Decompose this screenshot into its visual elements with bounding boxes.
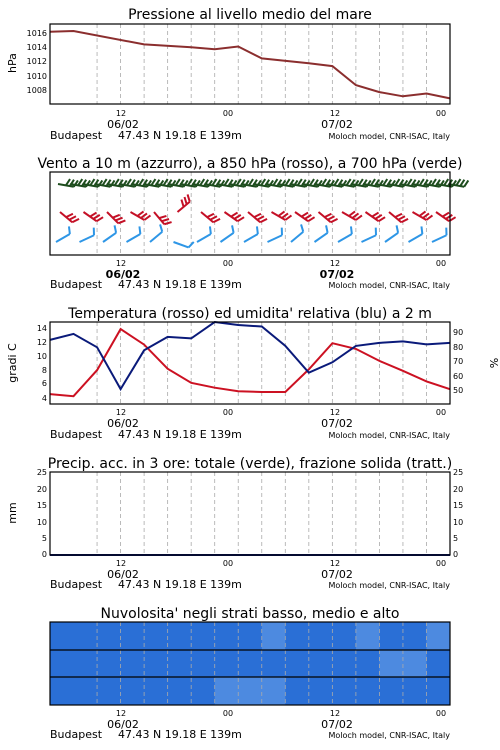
wind-barb-10m <box>359 228 379 242</box>
cloud-cell <box>332 650 356 677</box>
cloud-cell <box>427 622 451 650</box>
barb-staff <box>127 234 141 242</box>
barb-flag <box>464 180 468 187</box>
xtick-label: 00 <box>435 408 447 417</box>
wind-barb-10m <box>146 224 165 242</box>
barb-staff <box>244 234 258 242</box>
xtick-label: 12 <box>329 408 341 417</box>
cloud-cell <box>144 650 168 677</box>
barb-flag <box>394 225 400 232</box>
cloud-cell <box>121 677 145 705</box>
date-label: 07/02 <box>321 718 353 731</box>
barb-flag <box>137 226 143 234</box>
ytick-label-right: 0 <box>453 550 459 559</box>
cloud-cell <box>262 650 286 677</box>
cloud-cell <box>332 622 356 650</box>
cloud-cell <box>238 622 262 650</box>
cloud-cell <box>427 677 451 705</box>
cloud-cell <box>97 650 121 677</box>
wind-barb-850 <box>107 207 125 225</box>
barb-staff <box>56 234 70 242</box>
ytick-label-right: 60 <box>453 372 464 381</box>
location-coords: 47.43 N 19.18 E 139m <box>118 728 242 741</box>
xtick-label: 00 <box>435 109 447 118</box>
ytick-label: 4 <box>41 394 47 403</box>
date-label: 06/02 <box>107 118 139 131</box>
cloud-cell <box>144 677 168 705</box>
cloud-cell <box>191 677 215 705</box>
pressure-title: Pressione al livello medio del mare <box>128 7 372 23</box>
cloud-cell <box>121 622 145 650</box>
wind-barb-10m <box>174 235 194 248</box>
wind-barb-10m <box>99 225 119 242</box>
xtick-label: 12 <box>115 709 127 718</box>
barb-staff <box>409 234 423 242</box>
temperature-series <box>50 322 450 396</box>
wind-barb-10m <box>310 225 330 242</box>
cloud-cell <box>262 622 286 650</box>
barb-staff <box>385 233 398 242</box>
xtick-label: 00 <box>222 559 234 568</box>
cloud-cells <box>50 622 451 705</box>
ytick-label-right: 10 <box>453 518 464 527</box>
cloud-cell <box>238 677 262 705</box>
barb-flag <box>91 228 97 236</box>
xtick-label: 00 <box>222 259 234 268</box>
model-credit: Moloch model, CNR-ISAC, Italy <box>328 731 450 740</box>
cloud-cell <box>215 677 239 705</box>
cloud-cell <box>356 650 380 677</box>
cloud-cell <box>427 650 451 677</box>
barb-flag <box>444 228 450 236</box>
cloud-cell <box>191 622 215 650</box>
ytick-label: 8 <box>41 366 47 375</box>
xtick-label: 12 <box>115 408 127 417</box>
barb-staff <box>268 235 283 242</box>
ytick-label: 0 <box>41 550 47 559</box>
xtick-label: 12 <box>329 259 341 268</box>
cloud-cell <box>50 650 74 677</box>
cloud-cell <box>215 622 239 650</box>
location-coords: 47.43 N 19.18 E 139m <box>118 129 242 142</box>
ytick-label: 1010 <box>26 72 47 81</box>
xtick-label: 12 <box>329 109 341 118</box>
wind-barb-850 <box>84 206 104 223</box>
wind-barb-850 <box>131 206 151 222</box>
pressure-yticks <box>27 29 47 95</box>
temperature-line <box>50 329 450 396</box>
barb-staff <box>315 233 328 242</box>
barb-flag <box>112 225 118 232</box>
precipitation-yticks <box>37 468 47 559</box>
ytick-label: 25 <box>36 468 47 477</box>
cloud-cell <box>309 622 333 650</box>
cloud-cell <box>285 650 309 677</box>
cloud-cell <box>403 622 427 650</box>
cloud-cell <box>50 677 74 705</box>
ytick-label: 6 <box>41 379 47 388</box>
wind-title: Vento a 10 m (azzurro), a 850 hPa (rosso), a 700 hPa (verde) <box>37 156 463 172</box>
wind-panel <box>37 156 468 291</box>
barb-flag <box>419 226 425 234</box>
wind-barb-10m <box>381 225 401 242</box>
xtick-label: 12 <box>115 259 127 268</box>
ytick-label: 15 <box>36 501 47 510</box>
barb-flag <box>279 228 285 236</box>
barb-flag <box>299 224 306 231</box>
cloud-cell <box>74 650 98 677</box>
wind-barb-850 <box>319 207 338 225</box>
precipitation-grid <box>97 472 426 555</box>
pressure-panel <box>6 7 450 142</box>
precipitation-title: Precip. acc. in 3 ore: totale (verde), frazione solida (tratt.) <box>47 456 453 472</box>
barb-staff <box>338 234 352 242</box>
barb-flag <box>373 228 379 236</box>
barb-flag <box>324 225 330 232</box>
xtick-label: 00 <box>222 109 234 118</box>
location-coords: 47.43 N 19.18 E 139m <box>118 278 242 291</box>
wind-barb-850 <box>366 206 386 223</box>
wind-barb-850 <box>342 206 362 222</box>
wind-barb-10m <box>77 228 97 242</box>
precipitation-yticks-right <box>453 468 463 559</box>
cloud-cell <box>191 650 215 677</box>
cloud-cell <box>332 677 356 705</box>
ytick-label: 1008 <box>26 86 47 95</box>
cloud-cell <box>121 650 145 677</box>
cloud-cell <box>168 677 192 705</box>
wind-barb-850 <box>295 206 315 223</box>
barb-flag <box>254 226 260 234</box>
wind-barb-850 <box>201 207 220 225</box>
cloud-cell <box>379 677 403 705</box>
wind-barb-10m <box>194 226 214 242</box>
date-label: 06/02 <box>107 718 139 731</box>
pressure-frame <box>50 24 450 104</box>
temperature-ylabel: gradi C <box>6 343 19 383</box>
wind-barb-850 <box>225 206 245 223</box>
cloud-cell <box>262 677 286 705</box>
precipitation-ylabel: mm <box>6 502 19 524</box>
cloud-cell <box>168 650 192 677</box>
cloud-cell <box>238 650 262 677</box>
wind-barb-10m <box>241 226 261 242</box>
barb-staff <box>291 232 303 242</box>
temperature-title: Temperatura (rosso) ed umidita' relativa (blu) a 2 m <box>68 306 432 322</box>
cloud-cell <box>74 677 98 705</box>
location-name: Budapest <box>50 728 103 741</box>
wind-barb-10m <box>265 228 285 242</box>
humidity-line <box>50 322 450 389</box>
cloud-cell <box>356 677 380 705</box>
cloud-cell <box>403 650 427 677</box>
cloud-cell <box>403 677 427 705</box>
barb-staff <box>174 242 189 247</box>
precipitation-frame <box>50 472 450 555</box>
barb-flag <box>348 226 354 234</box>
wind-barb-10m <box>429 228 449 242</box>
wind-barb-850 <box>389 207 408 225</box>
barb-staff <box>80 235 95 242</box>
wind-barbs <box>53 177 469 248</box>
ytick-label-right: 50 <box>453 386 464 395</box>
wind-barb-850 <box>154 208 172 227</box>
ytick-label: 10 <box>36 518 47 527</box>
ytick-label-right: 25 <box>453 468 464 477</box>
ytick-label: 20 <box>36 485 47 494</box>
barb-staff <box>150 232 162 242</box>
location-coords: 47.43 N 19.18 E 139m <box>118 428 242 441</box>
ytick-label-right: 90 <box>453 328 464 337</box>
ytick-label: 14 <box>36 324 47 333</box>
xtick-label: 00 <box>222 709 234 718</box>
wind-barb-850 <box>272 206 292 222</box>
humidity-yticks <box>453 328 463 395</box>
cloud-cell <box>50 622 74 650</box>
barb-staff <box>103 233 116 242</box>
temperature-xaxis <box>107 408 446 430</box>
xtick-label: 00 <box>435 259 447 268</box>
ytick-label: 12 <box>36 338 47 347</box>
location-name: Budapest <box>50 129 103 142</box>
model-credit: Moloch model, CNR-ISAC, Italy <box>328 431 450 440</box>
barb-flag <box>66 226 72 234</box>
location-name: Budapest <box>50 428 103 441</box>
ytick-label-right: 5 <box>453 534 459 543</box>
cloud-cell <box>309 650 333 677</box>
cloud-cell <box>356 622 380 650</box>
barb-flag <box>230 225 236 232</box>
location-name: Budapest <box>50 578 103 591</box>
xtick-label: 00 <box>435 709 447 718</box>
cloud-title: Nuvolosita' negli strati basso, medio e alto <box>100 606 400 622</box>
cloud-cell <box>97 622 121 650</box>
wind-barb-850 <box>436 206 456 223</box>
ytick-label: 1016 <box>26 29 47 38</box>
cloud-cell <box>285 622 309 650</box>
model-credit: Moloch model, CNR-ISAC, Italy <box>328 581 450 590</box>
cloud-cell <box>74 622 98 650</box>
date-label: 07/02 <box>319 268 355 281</box>
location-name: Budapest <box>50 278 103 291</box>
pressure-series <box>50 31 450 98</box>
cloud-cell <box>97 677 121 705</box>
ytick-label-right: 20 <box>453 485 464 494</box>
xtick-label: 00 <box>435 559 447 568</box>
wind-barb-850 <box>173 194 192 212</box>
xtick-label: 12 <box>329 709 341 718</box>
ytick-label: 1012 <box>26 57 47 66</box>
ytick-label: 1014 <box>26 43 47 52</box>
wind-barb-10m <box>216 225 236 242</box>
pressure-xaxis <box>107 109 446 131</box>
date-label: 07/02 <box>321 118 353 131</box>
cloud-cell <box>168 622 192 650</box>
wind-barb-10m <box>335 226 355 242</box>
barb-staff <box>221 233 234 242</box>
precipitation-panel <box>6 456 463 591</box>
humidity-ylabel: % <box>487 357 500 369</box>
wind-barb-10m <box>53 226 73 242</box>
wind-barb-850 <box>60 207 79 225</box>
barb-flag <box>158 224 165 231</box>
barb-staff <box>432 235 447 242</box>
barb-flag <box>207 226 213 234</box>
barb-staff <box>362 235 377 242</box>
wind-barb-10m <box>405 226 425 242</box>
cloud-cell <box>379 622 403 650</box>
location-coords: 47.43 N 19.18 E 139m <box>118 578 242 591</box>
wind-barb-10m <box>287 224 306 242</box>
ytick-label-right: 80 <box>453 343 464 352</box>
barb-staff <box>107 212 118 223</box>
cloud-cell <box>309 677 333 705</box>
model-credit: Moloch model, CNR-ISAC, Italy <box>328 132 450 141</box>
cloud-cell <box>379 650 403 677</box>
cloud-cell <box>285 677 309 705</box>
date-label: 07/02 <box>321 568 353 581</box>
temperature-yticks <box>37 324 47 403</box>
date-label: 06/02 <box>107 568 139 581</box>
ytick-label: 10 <box>36 352 47 361</box>
ytick-label: 5 <box>41 534 47 543</box>
wind-barb-10m <box>123 226 143 242</box>
pressure-ylabel: hPa <box>6 53 19 73</box>
wind-barb-850 <box>413 206 433 222</box>
ytick-label-right: 15 <box>453 501 464 510</box>
barb-staff <box>197 234 211 242</box>
cloud-panel <box>50 606 451 741</box>
date-label: 07/02 <box>321 417 353 430</box>
ytick-label-right: 70 <box>453 357 464 366</box>
temperature-panel <box>6 306 500 441</box>
cloud-cell <box>144 622 168 650</box>
xtick-label: 12 <box>115 109 127 118</box>
model-credit: Moloch model, CNR-ISAC, Italy <box>328 281 450 290</box>
pressure-line <box>50 31 450 98</box>
cloud-cell <box>215 650 239 677</box>
date-label: 06/02 <box>105 268 141 281</box>
xtick-label: 00 <box>222 408 234 417</box>
xtick-label: 12 <box>115 559 127 568</box>
wind-barb-850 <box>248 207 267 225</box>
date-label: 06/02 <box>107 417 139 430</box>
xtick-label: 12 <box>329 559 341 568</box>
